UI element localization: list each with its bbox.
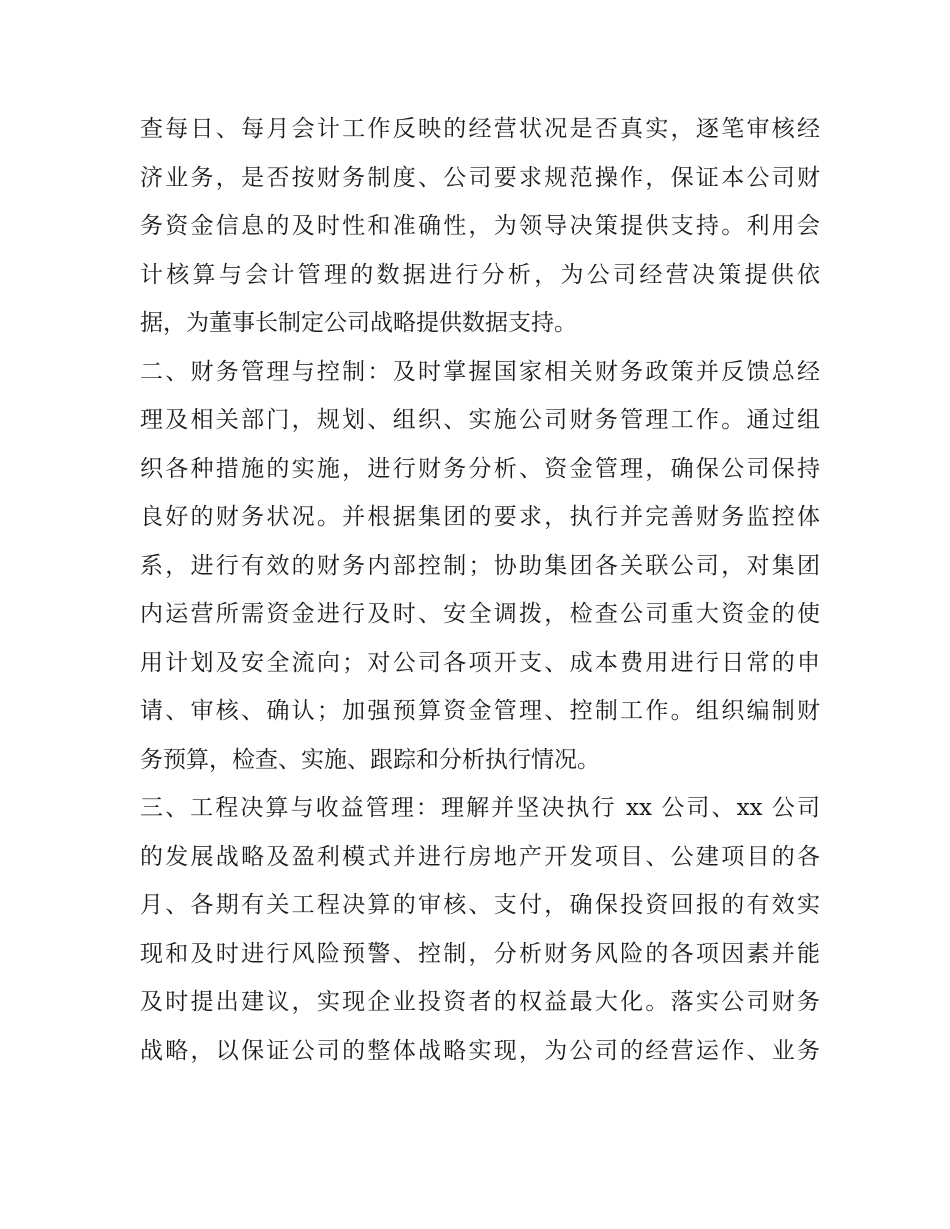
document-body [140,105,820,1075]
text-line: 月、各期有关工程决算的审核、支付，确保投资回报的有效实 [140,892,820,918]
text-line: 三、工程决算与收益管理：理解并坚决执行 xx 公司、xx 公司 [140,795,820,821]
text-line: 务资金信息的及时性和准确性，为领导决策提供支持。利用会 [140,213,820,239]
text-line: 系，进行有效的财务内部控制；协助集团各关联公司，对集团 [140,552,820,579]
text-line: 良好的财务状况。并根据集团的要求，执行并完善财务监控体 [140,504,820,530]
paragraph-project-settlement [140,784,820,1075]
text-line: 织各种措施的实施，进行财务分析、资金管理，确保公司保持 [140,455,820,482]
text-line: 战略，以保证公司的整体战略实现，为公司的经营运作、业务 [140,1037,820,1064]
paragraph-financial-management [140,348,820,785]
text-line: 理及相关部门，规划、组织、实施公司财务管理工作。通过组 [140,407,820,433]
text-line: 及时提出建议，实现企业投资者的权益最大化。落实公司财务 [140,989,820,1015]
text-line: 济业务，是否按财务制度、公司要求规范操作，保证本公司财 [140,164,820,191]
text-line: 用计划及安全流向；对公司各项开支、成本费用进行日常的申 [140,649,820,676]
text-line: 请、审核、确认；加强预算资金管理、控制工作。组织编制财 [140,698,820,724]
text-line: 计核算与会计管理的数据进行分析，为公司经营决策提供依 [140,261,820,288]
text-line: 务预算，检查、实施、跟踪和分析执行情况。 [140,746,600,773]
paragraph-accounting-review [140,105,820,348]
text-line: 二、财务管理与控制：及时掌握国家相关财务政策并反馈总经 [140,358,820,385]
text-line: 现和及时进行风险预警、控制，分析财务风险的各项因素并能 [140,940,820,967]
text-line: 的发展战略及盈利模式并进行房地产开发项目、公建项目的各 [140,843,820,870]
text-line: 内运营所需资金进行及时、安全调拨，检查公司重大资金的使 [140,601,820,627]
text-line: 查每日、每月会计工作反映的经营状况是否真实，逐笔审核经 [140,116,820,142]
text-line: 据，为董事长制定公司战略提供数据支持。 [140,310,577,336]
